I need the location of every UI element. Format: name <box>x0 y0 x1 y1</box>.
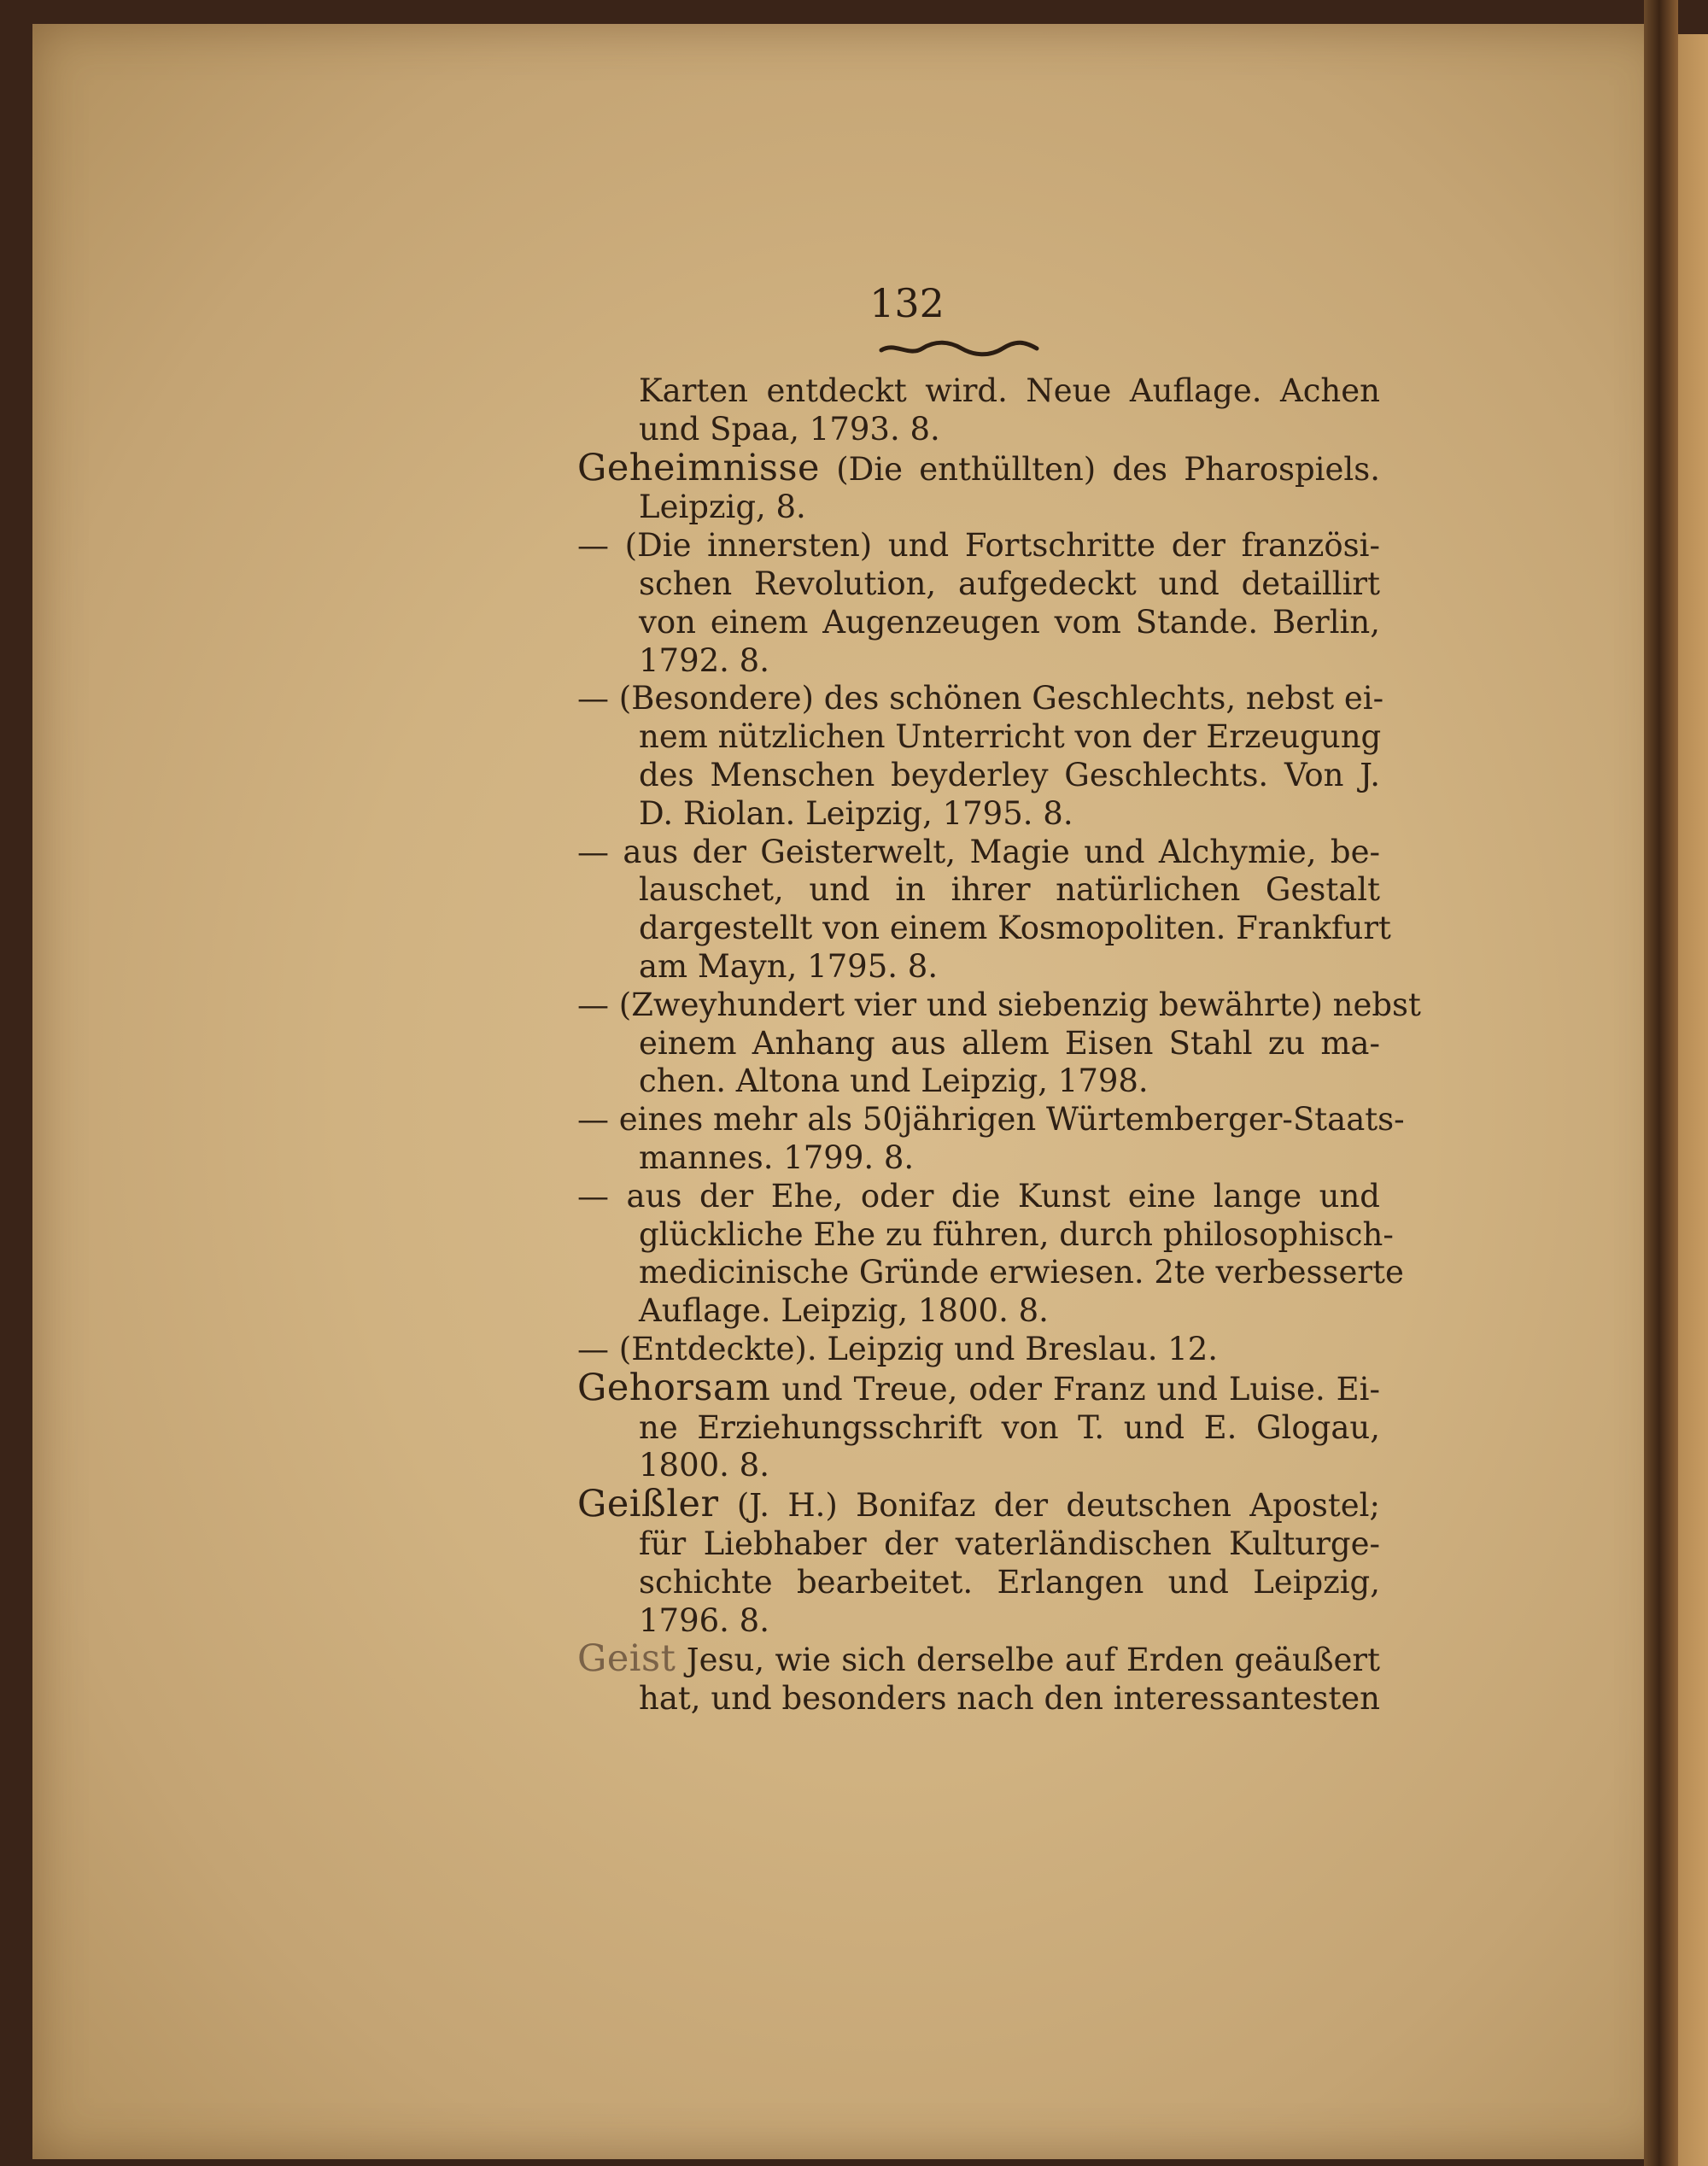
entry-karten <box>577 372 1380 449</box>
entry-line: nem nützlichen Unterricht von der Erzeugung <box>639 718 1382 756</box>
entry-line: und Spaa, 1793. 8. <box>639 410 940 448</box>
headword: Geißler <box>577 1483 719 1526</box>
entry-line: chen. Altona und Leipzig, 1798. <box>639 1063 1149 1100</box>
entry-line: — eines mehr als 50jährigen Würtemberger-Staats- <box>577 1101 1405 1139</box>
page-number: 132 <box>869 280 945 326</box>
entry-line: schen Revolution, aufgedeckt und detaillirt <box>639 565 1380 602</box>
entry-line: einem Anhang aus allem Eisen Stahl zu ma- <box>639 1024 1380 1062</box>
entry-ehe <box>577 1177 1404 1331</box>
entry-line: für Liebhaber der vaterländischen Kulturge- <box>639 1525 1380 1562</box>
entry-geisterwelt <box>577 833 1391 986</box>
book-gutter <box>1644 0 1678 2166</box>
page-header <box>32 280 1670 326</box>
entry-line: medicinische Gründe erwiesen. 2te verbesserte <box>639 1254 1404 1291</box>
entry-line: — (Die innersten) und Fortschritte der französi- <box>577 527 1380 565</box>
entry-line: 1796. 8. <box>639 1601 769 1639</box>
entry-line: am Mayn, 1795. 8. <box>639 947 939 985</box>
entry-line: 1792. 8. <box>639 641 769 679</box>
entry-line: — (Entdeckte). Leipzig und Breslau. 12. <box>577 1330 1219 1367</box>
headword: Geheimnisse <box>577 446 820 489</box>
entry-line: D. Riolan. Leipzig, 1795. 8. <box>639 794 1073 832</box>
headword: Geist <box>577 1637 676 1681</box>
entry-line: Karten entdeckt wird. Neue Auflage. Achen <box>639 372 1380 409</box>
entry-line: — (Besondere) des schönen Geschlechts, nebst ei- <box>577 680 1384 717</box>
entry-besondere <box>577 680 1384 833</box>
entry-line: Geißler (J. H.) Bonifaz der deutschen Apostel; <box>577 1483 1380 1526</box>
entry-line: lauschet, und in ihrer natürlichen Gestalt <box>639 871 1380 909</box>
entry-line: 1800. 8. <box>639 1447 769 1484</box>
entry-line: mannes. 1799. 8. <box>639 1139 915 1176</box>
entry-wurtemberger <box>577 1101 1405 1178</box>
entry-line: glückliche Ehe zu führen, durch philosophisch- <box>639 1215 1394 1253</box>
entry-entdeckte <box>577 1331 1380 1369</box>
entry-list <box>577 372 1421 1718</box>
entry-line: — aus der Geisterwelt, Magie und Alchymie, be- <box>577 833 1380 870</box>
entry-line: schichte bearbeitet. Erlangen und Leipzig, <box>639 1563 1380 1601</box>
entry-line: hat, und besonders nach den interessantesten <box>639 1680 1380 1718</box>
entry-geist <box>577 1637 1380 1718</box>
entry-gehorsam <box>577 1366 1380 1485</box>
entry-innersten <box>577 527 1380 680</box>
entry-line: Geheimnisse (Die enthüllten) des Pharospiels. <box>577 446 1380 489</box>
entry-zweyhundert <box>577 986 1421 1101</box>
entry-line: Auflage. Leipzig, 1800. 8. <box>639 1292 1049 1330</box>
book-page <box>32 24 1670 2159</box>
entry-geissler <box>577 1485 1380 1640</box>
entry-line: Gehorsam und Treue, oder Franz und Luise. Ei- <box>577 1366 1380 1409</box>
headword: Gehorsam <box>577 1366 771 1409</box>
entry-geheimnisse <box>577 446 1380 528</box>
entry-line: des Menschen beyderley Geschlechts. Von J. <box>639 756 1380 793</box>
ornament-rule-icon <box>878 338 1040 359</box>
entry-line: von einem Augenzeugen vom Stande. Berlin, <box>639 603 1380 641</box>
entry-line: — aus der Ehe, oder die Kunst eine lange und <box>577 1177 1380 1215</box>
entry-line: ne Erziehungsschrift von T. und E. Glogau, <box>639 1408 1380 1446</box>
entry-line: dargestellt von einem Kosmopoliten. Frankfurt <box>639 910 1391 947</box>
next-page-edge <box>1678 34 1708 2166</box>
entry-line: — (Zweyhundert vier und siebenzig bewährte) nebst <box>577 986 1421 1023</box>
entry-line: Leipzig, 8. <box>639 489 806 526</box>
entry-line: Geist Jesu, wie sich derselbe auf Erden geäußert <box>577 1637 1380 1681</box>
